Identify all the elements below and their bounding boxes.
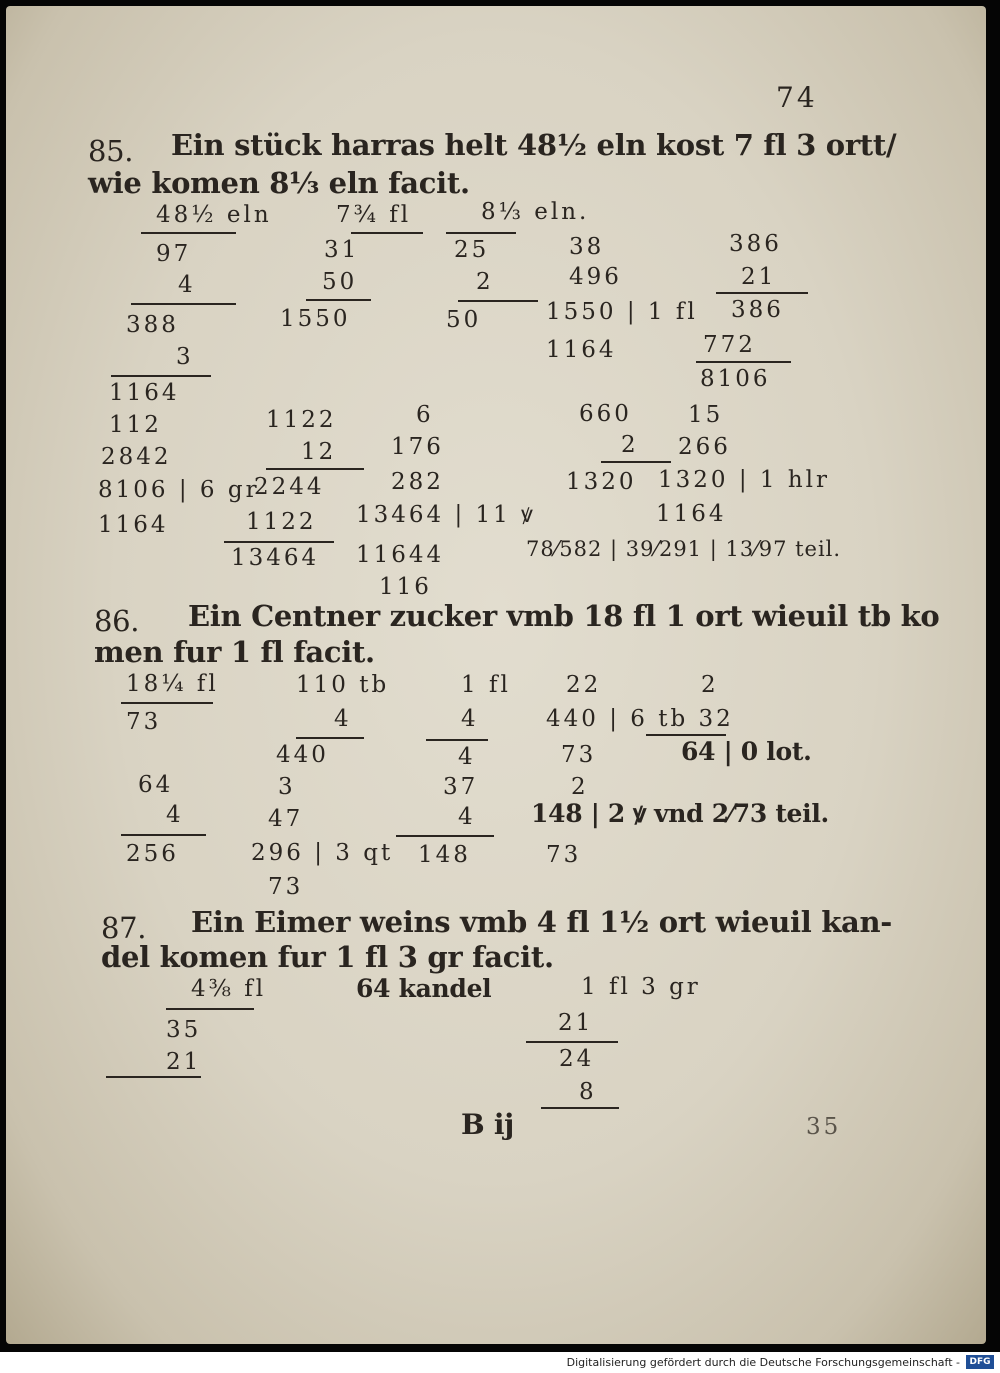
w87-h2: 64 kandel xyxy=(356,974,492,1003)
paper-sheet xyxy=(6,6,986,1344)
w86-d4: 64 | 0 lot. xyxy=(681,737,812,766)
w85-g1: 1122 xyxy=(266,407,337,433)
w85-j4: 1164 xyxy=(656,501,727,527)
w86-c2: 4 xyxy=(461,706,479,732)
w87-rule xyxy=(106,1076,201,1078)
w85-j3: 1320 | 1 hlr xyxy=(658,467,831,493)
w85-h2b: 176 xyxy=(391,434,444,460)
w85-rule xyxy=(131,303,236,305)
w85-rule xyxy=(306,299,371,301)
w85-h5b: 11644 xyxy=(356,542,445,568)
footer-credit: Digitalisierung gefördert durch die Deutsche Forschungsgemeinschaft - xyxy=(566,1356,960,1369)
w87-c1: 21 xyxy=(558,1010,594,1036)
problem-86-number: 86. xyxy=(94,604,140,638)
signature-mark: B ij xyxy=(461,1108,514,1141)
w85-i2: 2 xyxy=(621,432,639,458)
w85-g3: 2244 xyxy=(254,474,325,500)
w86-a3: 64 xyxy=(138,772,174,798)
dfg-logo: DFG xyxy=(966,1355,994,1369)
w85-c3: 50 xyxy=(446,307,482,333)
w85-e2: 21 xyxy=(741,264,777,290)
problem-87-line-1: Ein Eimer weins vmb 4 fl 1½ ort wieuil kan- xyxy=(191,905,893,939)
w87-h3: 1 fl 3 gr xyxy=(581,974,701,1000)
w86-c1: 1 fl xyxy=(461,672,511,698)
w85-f4: 1164 xyxy=(98,512,169,538)
w87-a1: 35 xyxy=(166,1017,202,1043)
w85-f2: 2842 xyxy=(101,444,172,470)
folio-number: 35 xyxy=(806,1114,842,1140)
w85-i3: 1320 xyxy=(566,469,637,495)
w85-rule xyxy=(446,232,516,234)
w85-e5: 8106 xyxy=(700,366,771,392)
w86-a1: 18¼ fl xyxy=(126,671,219,697)
w86-b4: 3 xyxy=(278,774,296,800)
w85-h1b: 6 xyxy=(416,402,434,428)
w86-a4: 4 xyxy=(166,802,184,828)
w86-b2: 4 xyxy=(334,706,352,732)
w85-c1: 25 xyxy=(454,237,490,263)
problem-86-line-2: men fur 1 fl facit. xyxy=(94,635,375,669)
w85-f1: 112 xyxy=(109,412,162,438)
w85-e3: 386 xyxy=(731,297,784,323)
w85-rule xyxy=(351,232,423,234)
w87-rule xyxy=(166,1008,254,1010)
w85-e4: 772 xyxy=(703,332,756,358)
w86-c3: 4 xyxy=(458,744,476,770)
w87-c2: 24 xyxy=(559,1046,595,1072)
w85-g5: 13464 xyxy=(231,545,320,571)
w85-rule xyxy=(458,300,538,302)
w85-d3: 1550 | 1 fl xyxy=(546,299,698,325)
w85-h6b: 116 xyxy=(379,574,432,600)
w85-rule xyxy=(601,461,671,463)
w86-b3: 440 xyxy=(276,742,329,768)
w85-j2: 266 xyxy=(678,434,731,460)
w85-i1: 660 xyxy=(579,401,632,427)
w85-rule xyxy=(224,541,334,543)
footer-bar xyxy=(0,1352,1000,1373)
w85-rule xyxy=(716,292,808,294)
w87-rule xyxy=(526,1041,618,1043)
w85-rule xyxy=(266,468,364,470)
w85-remainder: 78⁄582 | 39⁄291 | 13⁄97 teil. xyxy=(526,537,842,561)
w86-d3: 73 xyxy=(561,742,597,768)
w85-d1: 38 xyxy=(569,234,605,260)
w85-header-3: 8⅓ eln. xyxy=(481,199,590,225)
w86-e1: 2 xyxy=(701,672,719,698)
w85-header-1: 48½ eln xyxy=(156,202,272,228)
w85-h3b: 282 xyxy=(391,469,444,495)
w85-a2: 4 xyxy=(178,272,196,298)
page-number: 74 xyxy=(776,81,818,114)
w86-rule xyxy=(426,739,488,741)
w85-rule xyxy=(696,361,791,363)
w85-rule xyxy=(111,375,211,377)
w86-c5: 4 xyxy=(458,804,476,830)
w85-a4: 3 xyxy=(176,344,194,370)
problem-85-line-1: Ein stück harras helt 48½ eln kost 7 fl 3 ortt/ xyxy=(171,128,897,162)
w85-d2: 496 xyxy=(569,264,622,290)
w85-e1: 386 xyxy=(729,231,782,257)
w87-a2: 21 xyxy=(166,1049,202,1075)
w86-rule xyxy=(396,835,494,837)
w85-b1: 31 xyxy=(324,237,360,263)
w86-rule xyxy=(646,734,726,736)
problem-85-line-2: wie komen 8⅓ eln facit. xyxy=(88,166,470,200)
w85-b2: 50 xyxy=(322,269,358,295)
problem-87-line-2: del komen fur 1 fl 3 gr facit. xyxy=(101,940,554,974)
w87-c3: 8 xyxy=(579,1079,597,1105)
w85-j1: 15 xyxy=(688,402,724,428)
w85-d4: 1164 xyxy=(546,337,617,363)
w86-d7: 73 xyxy=(546,842,582,868)
w86-c4: 37 xyxy=(443,774,479,800)
w85-rule xyxy=(141,232,236,234)
w86-a2: 73 xyxy=(126,709,162,735)
w85-g4: 1122 xyxy=(246,509,317,535)
w86-d2: 440 | 6 tb 32 xyxy=(546,706,734,732)
w86-rule xyxy=(121,834,206,836)
w86-c6: 148 xyxy=(418,842,471,868)
w86-b7: 73 xyxy=(268,874,304,900)
w85-header-2: 7¾ fl xyxy=(336,202,412,228)
w86-d5: 2 xyxy=(571,774,589,800)
w86-rule xyxy=(296,737,364,739)
problem-86-line-1: Ein Centner zucker vmb 18 fl 1 ort wieuil tb ko xyxy=(188,599,940,633)
w86-d1: 22 xyxy=(566,672,602,698)
w85-a1: 97 xyxy=(156,241,192,267)
w86-rule xyxy=(121,702,213,704)
w85-c2: 2 xyxy=(476,269,494,295)
w86-b6: 296 | 3 qt xyxy=(251,840,394,866)
w86-d6: 148 | 2 ꝟ vnd 2⁄73 teil. xyxy=(531,799,829,828)
w86-a5: 256 xyxy=(126,841,179,867)
w85-b3: 1550 xyxy=(280,306,351,332)
problem-87-number: 87. xyxy=(101,911,147,945)
w85-h4b: 13464 | 11 ꝟ xyxy=(356,502,536,528)
w85-a3: 388 xyxy=(126,312,179,338)
w86-b5: 47 xyxy=(268,806,304,832)
w86-b1: 110 tb xyxy=(296,672,390,698)
problem-85-number: 85. xyxy=(88,134,134,168)
w87-rule xyxy=(541,1107,619,1109)
w87-h1: 4⅜ fl xyxy=(191,976,267,1002)
w85-f3: 8106 | 6 gr xyxy=(98,477,260,503)
w85-a5: 1164 xyxy=(109,380,180,406)
w85-g2: 12 xyxy=(301,439,337,465)
